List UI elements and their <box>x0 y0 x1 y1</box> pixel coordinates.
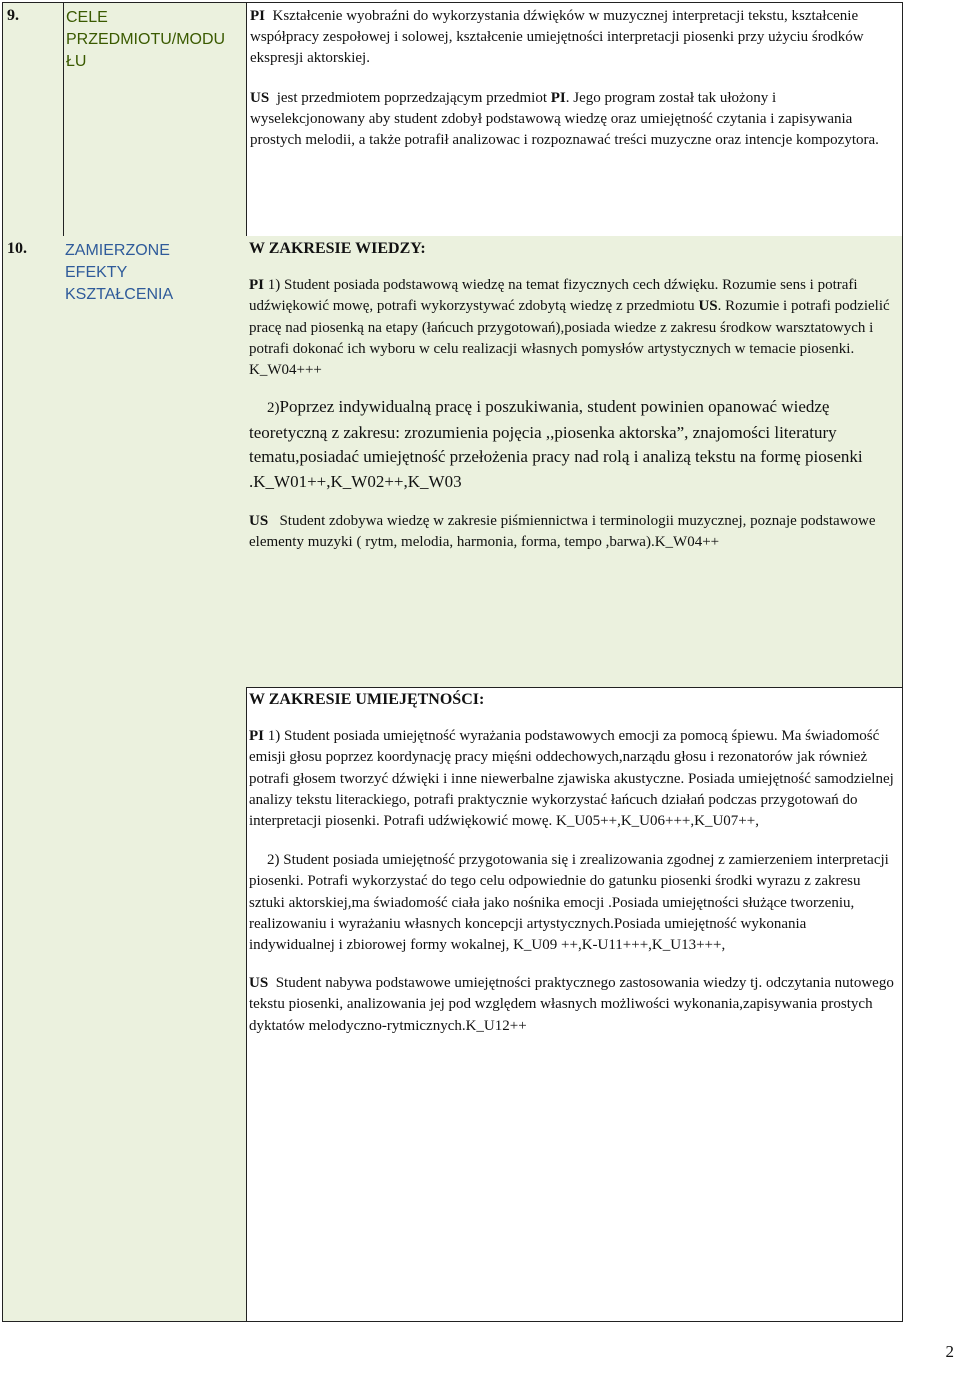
pi-tag: PI <box>249 728 264 745</box>
skills-paragraph-2 <box>249 850 894 956</box>
knowledge-p2-num: 2) <box>267 400 280 417</box>
row10-label-line: KSZTAŁCENIA <box>65 286 174 303</box>
row9-content-cell <box>246 2 903 237</box>
skills-paragraph-3 <box>249 973 894 1037</box>
knowledge-paragraph-3 <box>249 511 894 553</box>
row9-label-line: ŁU <box>66 53 87 70</box>
row10-label <box>63 236 246 306</box>
knowledge-p3-text: Student zdobywa wiedzę w zakresie piśmiennictwa i terminologii muzycznej, poznaje podstawowe elementy muzyki ( rytm, melodia, harmonia, forma, tempo ,barwa).K_W04++ <box>249 512 876 550</box>
row9-p1-text: Kształcenie wyobraźni do wykorzystania dźwięków w muzycznej interpretacji tekstu, kształcenie współpracy zespołowej i solowej, kształcenie umiejętności interpretacji piosenki przy użyciu środków ekspresji aktorskiej. <box>250 8 864 67</box>
knowledge-content <box>246 236 902 553</box>
skills-paragraph-1 <box>249 726 894 832</box>
us-tag: US <box>698 298 718 315</box>
pi-tag: PI <box>249 277 264 294</box>
row10-label-line: EFEKTY <box>65 264 128 281</box>
skills-p2-text: 2) Student posiada umiejętność przygotowania się i zrealizowania zgodnej z zamierzeniem interpretacji piosenki. Potrafi wykorzystać do tego celu odpowiednie do gatunku piosenki środki wyrazu z zakresu sztuki aktorskiej,ma świadomość ciała jako nośnika emocji .Posiada umiejętności służące tworzeniu, realizowaniu i wyrażaniu własnych koncepcji artystycznych.Posiada umiejętność wykonania indywidualnej i zbiorowej formy wokalnej, K_U09 ++,K-U11+++,K_U13+++, <box>249 852 889 954</box>
us-tag: US <box>250 89 270 106</box>
row9-p2-text-b: . Jego program został tak ułożony i wyselekcjonowany aby student zdobył podstawową wiedzę oraz umiejętność czytania i zapisywania prostych melodii, a także potrafił analizowac i rozpoznawać treści muzyczne oraz intencje kompozytora. <box>250 89 879 149</box>
row10-label-cell <box>63 236 247 1322</box>
knowledge-p2-text: Poprzez indywidualną pracę i poszukiwania, student powinien opanować wiedzę teoretyczną z zakresu: zrozumienia pojęcia ,,piosenka aktorska”, znajomości literatury tematu,posiadać umiejętność przełożenia pracy nad rolą i analizą tekstu na formę piosenki .K_W01++,K_W02++,K_W03 <box>249 397 863 491</box>
knowledge-heading: W ZAKRESIE WIEDZY: <box>249 240 426 257</box>
skills-p1-text: 1) Student posiada umiejętność wyrażania podstawowych emocji za pomocą śpiewu. Ma świadomość emisji głosu poprzez koordynację pracy mięśni oddechowych,narządu głosu i rezonatorów jak również potrafi głosem tworzyć dźwięki i inne niewerbalne zjawiska akustyczne. Posiada umiejętność samodzielnej analizy tekstu literackiego, potrafi praktycznie wykorzystać łańcuch działań podczas przygotowań do interpretacji piosenki. Potrafi udźwiękowić mowę. K_U05++,K_U06+++,K_U07++, <box>249 728 894 830</box>
pi-tag: PI <box>550 89 566 106</box>
row9-label <box>64 3 246 73</box>
row9-paragraph-2 <box>250 88 894 152</box>
row10-number-cell <box>2 236 64 1322</box>
knowledge-paragraph-2 <box>249 395 894 494</box>
row9-number: 9. <box>7 7 19 24</box>
knowledge-paragraph-1 <box>249 275 894 381</box>
row9-label-line: PRZEDMIOTU/MODU <box>66 31 226 48</box>
skills-heading: W ZAKRESIE UMIEJĘTNOŚCI: <box>249 691 485 708</box>
row9-label-cell <box>63 2 247 237</box>
us-tag: US <box>249 512 269 529</box>
page-number: 2 <box>945 1342 954 1361</box>
skills-cell <box>246 687 903 1322</box>
skills-content <box>246 687 902 1037</box>
skills-p3-text: Student nabywa podstawowe umiejętności praktycznego zastosowania wiedzy tj. odczytania nutowego tekstu piosenki, analizowania jej pod względem własnych możliwości wykonania,zapisywania prostych dyktatów melodyczno-rytmicznych.K_U12++ <box>249 975 894 1034</box>
row9-paragraph-1 <box>250 6 894 70</box>
knowledge-p1-text-b: . Rozumie i potrafi podzielić pracę nad piosenką na etapy (łańcuch przygotowań),posiada wiedze z zakresu środkow warsztatowych i potrafi dokonać ich wyboru w celu realizacji własnych pomysłów artystycznych w temacie piosenki. K_W04+++ <box>249 298 890 379</box>
knowledge-cell <box>246 236 903 688</box>
knowledge-p1-text-a: 1) Student posiada podstawową wiedzę na temat fizycznych cech dźwięku. Rozumie sens i potrafi udźwiękowić mowę, potrafi wykorzystywać zdobytą wiedzę z przedmiotu <box>249 277 858 315</box>
row10-label-line: ZAMIERZONE <box>65 242 170 259</box>
us-tag: US <box>249 975 269 992</box>
row9-label-line: CELE <box>66 9 108 26</box>
row9-number-cell <box>2 2 64 237</box>
row9-p2-text-a: jest przedmiotem poprzedzającym przedmiot <box>276 89 547 106</box>
pi-tag: PI <box>250 8 265 24</box>
row10-number: 10. <box>7 240 27 257</box>
row9-content <box>247 6 902 151</box>
